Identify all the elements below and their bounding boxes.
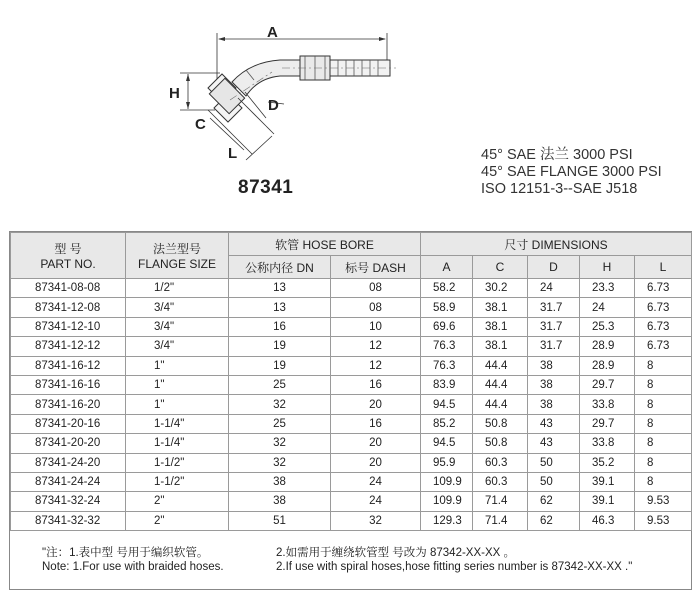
notes: [10, 536, 691, 588]
cell-a: 69.6: [421, 317, 473, 336]
dim-label-d: D: [268, 97, 279, 114]
cell-h: 29.7: [580, 414, 635, 433]
cell-part-no: 87341-24-24: [11, 472, 126, 491]
cell-c: 50.8: [473, 434, 528, 453]
cell-l: 9.53: [635, 511, 692, 530]
cell-dash: 16: [331, 375, 421, 394]
table-row: [11, 337, 692, 356]
spec-line-2: 45° SAE FLANGE 3000 PSI: [481, 164, 662, 180]
cell-dash: 08: [331, 298, 421, 317]
cell-d: 31.7: [528, 337, 580, 356]
cell-a: 94.5: [421, 395, 473, 414]
cell-d: 62: [528, 492, 580, 511]
table-row: [11, 434, 692, 453]
cell-flange-size: 3/4": [126, 317, 229, 336]
cell-a: 109.9: [421, 472, 473, 491]
table-row: [11, 414, 692, 433]
header-flange-cn: 法兰型号: [152, 242, 201, 256]
cell-l: 8: [635, 375, 692, 394]
cell-d: 62: [528, 511, 580, 530]
cell-flange-size: 1-1/4": [126, 414, 229, 433]
header-flange-size: [126, 233, 229, 279]
cell-dash: 20: [331, 434, 421, 453]
cell-dn: 25: [229, 414, 331, 433]
table-row: [11, 511, 692, 530]
cell-d: 43: [528, 414, 580, 433]
cell-c: 50.8: [473, 414, 528, 433]
cell-part-no: 87341-32-24: [11, 492, 126, 511]
header-part-cn: 型 号: [54, 242, 82, 256]
cell-part-no: 87341-16-20: [11, 395, 126, 414]
cell-flange-size: 1/2": [126, 279, 229, 298]
header-dn: 公称内径 DN: [229, 256, 331, 279]
cell-flange-size: 3/4": [126, 337, 229, 356]
cell-h: 35.2: [580, 453, 635, 472]
cell-h: 33.8: [580, 395, 635, 414]
cell-a: 95.9: [421, 453, 473, 472]
table-row: [11, 453, 692, 472]
cell-d: 38: [528, 395, 580, 414]
cell-part-no: 87341-16-16: [11, 375, 126, 394]
header-d: D: [528, 256, 580, 279]
cell-l: 6.73: [635, 317, 692, 336]
cell-d: 24: [528, 279, 580, 298]
note-1-cn: "注：1.表中型 号用于编织软管。: [42, 547, 209, 559]
cell-dash: 08: [331, 279, 421, 298]
cell-part-no: 87341-16-12: [11, 356, 126, 375]
cell-l: 8: [635, 472, 692, 491]
table-row: [11, 356, 692, 375]
cell-a: 83.9: [421, 375, 473, 394]
dim-label-a: A: [267, 24, 278, 41]
spec-line-3: ISO 12151-3--SAE J518: [481, 181, 638, 197]
cell-d: 38: [528, 375, 580, 394]
cell-l: 8: [635, 434, 692, 453]
cell-d: 50: [528, 472, 580, 491]
cell-c: 44.4: [473, 395, 528, 414]
cell-dash: 20: [331, 395, 421, 414]
cell-l: 8: [635, 395, 692, 414]
cell-h: 39.1: [580, 492, 635, 511]
cell-part-no: 87341-12-08: [11, 298, 126, 317]
cell-c: 30.2: [473, 279, 528, 298]
cell-dn: 38: [229, 472, 331, 491]
cell-c: 71.4: [473, 511, 528, 530]
cell-dn: 32: [229, 453, 331, 472]
cell-dn: 32: [229, 395, 331, 414]
cell-flange-size: 1": [126, 356, 229, 375]
cell-l: 8: [635, 356, 692, 375]
cell-dn: 13: [229, 298, 331, 317]
cell-dash: 10: [331, 317, 421, 336]
header-l: L: [635, 256, 692, 279]
header-flange-en: FLANGE SIZE: [137, 257, 217, 271]
cell-d: 43: [528, 434, 580, 453]
table-row: [11, 375, 692, 394]
cell-part-no: 87341-12-10: [11, 317, 126, 336]
cell-c: 44.4: [473, 356, 528, 375]
cell-dash: 20: [331, 453, 421, 472]
cell-dn: 13: [229, 279, 331, 298]
cell-a: 109.9: [421, 492, 473, 511]
cell-h: 24: [580, 298, 635, 317]
cell-dash: 16: [331, 414, 421, 433]
cell-h: 39.1: [580, 472, 635, 491]
cell-l: 9.53: [635, 492, 692, 511]
cell-h: 23.3: [580, 279, 635, 298]
dim-label-c: C: [195, 116, 206, 133]
cell-l: 6.73: [635, 279, 692, 298]
table-row: [11, 317, 692, 336]
cell-h: 46.3: [580, 511, 635, 530]
cell-flange-size: 1-1/4": [126, 434, 229, 453]
cell-l: 8: [635, 453, 692, 472]
cell-flange-size: 2": [126, 492, 229, 511]
cell-c: 38.1: [473, 298, 528, 317]
cell-d: 31.7: [528, 317, 580, 336]
dim-label-h: H: [169, 85, 180, 102]
cell-h: 28.9: [580, 356, 635, 375]
cell-h: 25.3: [580, 317, 635, 336]
note-1-en: Note: 1.For use with braided hoses.: [42, 561, 224, 573]
fitting-drawing: [150, 10, 400, 170]
spec-table-panel: [9, 231, 692, 590]
header-part-no: [11, 233, 126, 279]
cell-dn: 32: [229, 434, 331, 453]
cell-c: 38.1: [473, 317, 528, 336]
cell-part-no: 87341-12-12: [11, 337, 126, 356]
header-a: A: [421, 256, 473, 279]
cell-flange-size: 1": [126, 375, 229, 394]
model-number: 87341: [238, 177, 294, 198]
cell-dn: 16: [229, 317, 331, 336]
cell-flange-size: 3/4": [126, 298, 229, 317]
cell-a: 58.2: [421, 279, 473, 298]
dimensions-table: [10, 232, 692, 531]
cell-flange-size: 1-1/2": [126, 472, 229, 491]
cell-dn: 19: [229, 356, 331, 375]
header-dimensions: 尺寸 DIMENSIONS: [421, 233, 692, 256]
dim-label-l: L: [228, 145, 238, 162]
spec-block: [481, 147, 662, 198]
cell-c: 38.1: [473, 337, 528, 356]
spec-line-1: 45° SAE 法兰 3000 PSI: [481, 147, 633, 163]
table-row: [11, 492, 692, 511]
cell-a: 76.3: [421, 337, 473, 356]
table-row: [11, 298, 692, 317]
cell-flange-size: 1": [126, 395, 229, 414]
cell-a: 76.3: [421, 356, 473, 375]
table-row: [11, 279, 692, 298]
note-2-cn: 2.如需用于缠绕软管型 号改为 87342-XX-XX 。: [276, 547, 515, 559]
cell-dash: 12: [331, 337, 421, 356]
cell-h: 28.9: [580, 337, 635, 356]
cell-c: 60.3: [473, 453, 528, 472]
cell-dash: 24: [331, 492, 421, 511]
cell-part-no: 87341-20-20: [11, 434, 126, 453]
cell-a: 58.9: [421, 298, 473, 317]
cell-flange-size: 1-1/2": [126, 453, 229, 472]
header-part-en: PART NO.: [40, 257, 96, 271]
cell-flange-size: 2": [126, 511, 229, 530]
cell-dn: 38: [229, 492, 331, 511]
cell-dn: 19: [229, 337, 331, 356]
cell-part-no: 87341-08-08: [11, 279, 126, 298]
header-dash: 标号 DASH: [331, 256, 421, 279]
cell-dash: 24: [331, 472, 421, 491]
cell-a: 129.3: [421, 511, 473, 530]
cell-d: 38: [528, 356, 580, 375]
cell-part-no: 87341-20-16: [11, 414, 126, 433]
cell-h: 29.7: [580, 375, 635, 394]
header-c: C: [473, 256, 528, 279]
note-1: [42, 546, 224, 574]
cell-h: 33.8: [580, 434, 635, 453]
cell-dn: 25: [229, 375, 331, 394]
cell-l: 8: [635, 414, 692, 433]
cell-c: 71.4: [473, 492, 528, 511]
table-row: [11, 472, 692, 491]
header-hose-bore: 软管 HOSE BORE: [229, 233, 421, 256]
cell-l: 6.73: [635, 298, 692, 317]
table-row: [11, 395, 692, 414]
cell-a: 85.2: [421, 414, 473, 433]
note-2: [276, 546, 632, 574]
note-2-en: 2.If use with spiral hoses,hose fitting series number is 87342-XX-XX .": [276, 561, 633, 573]
cell-a: 94.5: [421, 434, 473, 453]
cell-d: 31.7: [528, 298, 580, 317]
cell-dash: 32: [331, 511, 421, 530]
cell-dash: 12: [331, 356, 421, 375]
cell-part-no: 87341-24-20: [11, 453, 126, 472]
cell-dn: 51: [229, 511, 331, 530]
header-h: H: [580, 256, 635, 279]
cell-l: 6.73: [635, 337, 692, 356]
cell-part-no: 87341-32-32: [11, 511, 126, 530]
cell-c: 44.4: [473, 375, 528, 394]
cell-d: 50: [528, 453, 580, 472]
cell-c: 60.3: [473, 472, 528, 491]
